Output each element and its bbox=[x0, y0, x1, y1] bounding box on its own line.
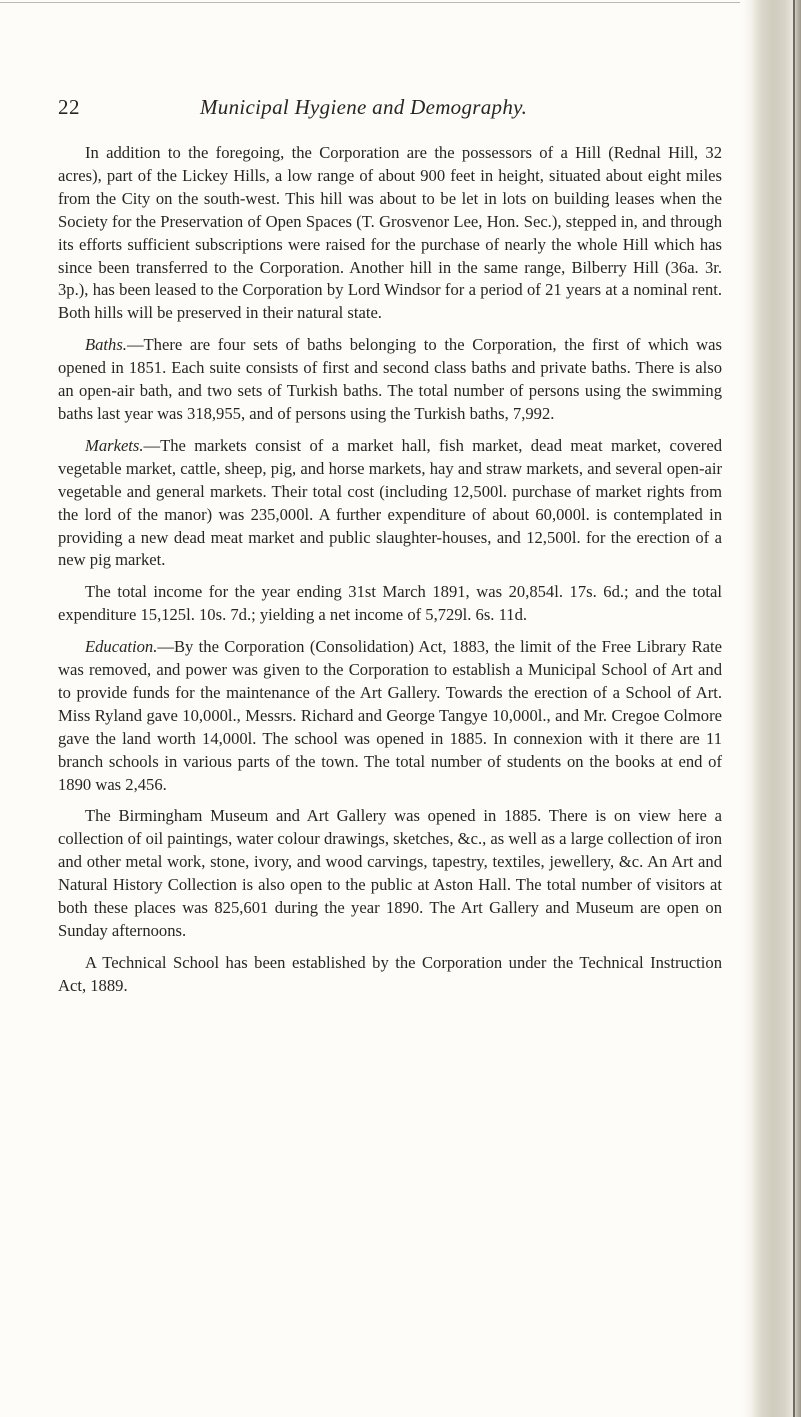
paragraph-text: —There are four sets of baths belonging to the Corporation, the first of which was opened in 1851. Each suite consists of first and second class baths and private baths. There is also an open-air bath, and two sets of Turkish baths. The total number of persons using the swimming baths last year was 318,955, and of persons using the Turkish baths, 7,992. bbox=[58, 335, 722, 423]
paragraph-education bbox=[58, 636, 722, 796]
paragraph-text: The Birmingham Museum and Art Gallery was opened in 1885. There is on view here a collection of oil paintings, water colour drawings, sketches, &c., as well as a large collection of iron and other metal work, stone, ivory, and wood carvings, tapestry, textiles, jewellery, &c. An Art and Natural History Collection is also open to the public at Aston Hall. The total number of visitors at both these places was 825,601 during the year 1890. The Art Gallery and Museum are open on Sunday afternoons. bbox=[58, 806, 722, 940]
section-lead-baths: Baths. bbox=[85, 335, 127, 355]
top-edge-rule bbox=[0, 2, 740, 3]
paragraph-baths bbox=[58, 334, 722, 426]
binding-edge-line bbox=[793, 0, 795, 1417]
paragraph-text: A Technical School has been established by the Corporation under the Technical Instruction Act, 1889. bbox=[58, 952, 722, 995]
running-title: Municipal Hygiene and Demography. bbox=[200, 95, 528, 119]
paragraph-text: —The markets consist of a market hall, fish market, dead meat market, covered vegetable market, cattle, sheep, pig, and horse markets, hay and straw markets, and several open-air vegetable and general markets. Their total cost (including 12,500l. purchase of market rights from the lord of the manor) was 235,000l. A further expenditure of about 60,000l. is contemplated in providing a new dead meat market and public slaughter-houses, and 12,500l. for the erection of a new pig market. bbox=[58, 435, 722, 570]
paragraph-markets bbox=[58, 435, 722, 572]
paragraph-market-income bbox=[58, 581, 722, 627]
paragraph-text: The total income for the year ending 31st March 1891, was 20,854l. 17s. 6d.; and the total expenditure 15,125l. 10s. 7d.; yielding a net income of 5,729l. 6s. 11d. bbox=[58, 582, 722, 625]
section-lead-education: Education. bbox=[85, 637, 158, 657]
paragraph-text: —By the Corporation (Consolidation) Act, 1883, the limit of the Free Library Rate was removed, and power was given to the Corporation to establish a Municipal School of Art and to provide funds for the maintenance of the Art Gallery. Towards the erection of a School of Art. Miss Ryland gave 10,000l., Messrs. Richard and George Tangye 10,000l., and Mr. Cregoe Colmore gave the land worth 14,000l. The school was opened in 1885. In connexion with it there are 11 branch schools in various parts of the town. The total number of students on the books at end of 1890 was 2,456. bbox=[58, 637, 722, 794]
page-number: 22 bbox=[58, 95, 80, 119]
section-lead-markets: Markets. bbox=[85, 435, 144, 455]
body-text bbox=[58, 142, 722, 1007]
page-header bbox=[58, 95, 718, 125]
paragraph-technical-school bbox=[58, 952, 722, 998]
paragraph-text: In addition to the foregoing, the Corporation are the possessors of a Hill (Rednal Hill, 32 acres), part of the Lickey Hills, a low range of about 900 feet in height, situated about eight miles from the City on the south-west. This hill was about to be let in lots on building leases when the Society for the Preservation of Open Spaces (T. Grosvenor Lee, Hon. Sec.), stepped in, and through its efforts sufficient subscriptions were raised for the purchase of nearly the whole Hill which has since been transferred to the Corporation. Another hill in the same range, Bilberry Hill (36a. 3r. 3p.), has been leased to the Corporation by Lord Windsor for a period of 21 years at a nominal rent. Both hills will be preserved in their natural state. bbox=[58, 143, 722, 323]
paragraph-museum bbox=[58, 805, 722, 942]
paragraph-rednal-hill bbox=[58, 142, 722, 325]
